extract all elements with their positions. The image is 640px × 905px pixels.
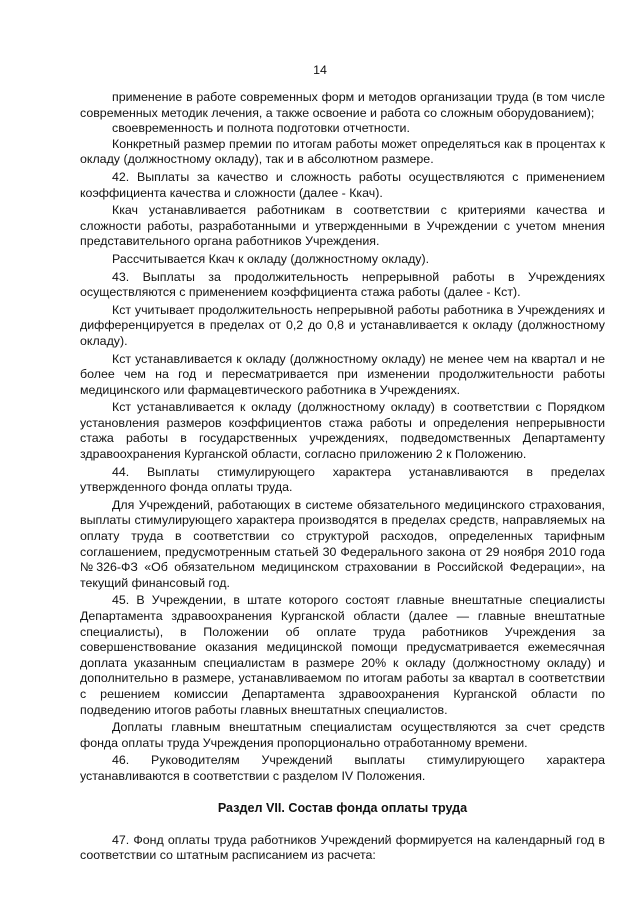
paragraph: 44. Выплаты стимулирующего характера устанавливаются в пределах утвержденного фонда оплаты труда. xyxy=(80,464,605,495)
paragraph: 45. В Учреждении, в штате которого состоят главные внештатные специалисты Департамента здравоохранения Курганской области (далее — главные внештатные специалисты), в Положении об оплате труда работников Учреждения за совершенствование оказания медицинской помощи предусматривается ежемесячная доплата указанным специалистам в размере 20% к окладу (должностному окладу) и дополнительно в размере, устанавливаемом по итогам работы за квартал в соответствии с решением комиссии Департамента здравоохранения Курганской области по подведению итогов работы главных внештатных специалистов. xyxy=(80,593,605,717)
paragraph: 46. Руководителям Учреждений выплаты стимулирующего характера устанавливаются в соответствии с разделом IV Положения. xyxy=(80,753,605,783)
paragraph: 42. Выплаты за качество и сложность работы осуществляются с применением коэффициента качества и сложности (далее - Ккач). xyxy=(80,169,605,200)
paragraph: применение в работе современных форм и методов организации труда (в том числе современных методик лечения, а также освоение и работа со сложным оборудованием); xyxy=(80,90,605,120)
paragraph: Кст устанавливается к окладу (должностному окладу) в соответствии с Порядком установления размеров коэффициентов стажа работы и определения непрерывности стажа работы в государственных учреждениях, подведомственных Департаменту здравоохранения Курганской области, согласно приложению 2 к Положению. xyxy=(80,400,605,462)
document-body xyxy=(80,90,605,864)
paragraph: 47. Фонд оплаты труда работников Учреждений формируется на календарный год в соответствии со штатным расписанием из расчета: xyxy=(80,832,605,863)
paragraph: своевременность и полнота подготовки отчетности. xyxy=(112,121,410,136)
paragraph: 43. Выплаты за продолжительность непрерывной работы в Учреждениях осуществляются с применением коэффициента стажа работы (далее - Кст). xyxy=(80,269,605,300)
paragraph: Кст учитывает продолжительность непрерывной работы работника в Учреждениях и дифференцируется в пределах от 0,2 до 0,8 и устанавливается к окладу (должностному окладу). xyxy=(80,302,605,348)
paragraph: Ккач устанавливается работникам в соответствии с критериями качества и сложности работы, разработанными и утвержденными в Учреждении с учетом мнения представительного органа работников Учреждения. xyxy=(80,203,605,249)
paragraph: Кст устанавливается к окладу (должностному окладу) не менее чем на квартал и не более чем на год и пересматривается при изменении продолжительности работы медицинского или фармацевтического работника в Учреждениях. xyxy=(80,351,605,397)
paragraph: Рассчитывается Ккач к окладу (должностному окладу). xyxy=(112,251,430,266)
paragraph: Доплаты главным внештатным специалистам осуществляются за счет средств фонда оплаты труда Учреждения пропорционально отработанному времени. xyxy=(80,720,605,750)
paragraph: Для Учреждений, работающих в системе обязательного медицинского страхования, выплаты стимулирующего характера производятся в пределах средств, направляемых на оплату труда в соответствии со структурой расходов, определенных тарифным соглашением, предусмотренным статьей 30 Федерального закона от 29 ноября 2010 года №326-ФЗ «Об обязательном медицинском страховании в Российской Федерации», на текущий финансовый год. xyxy=(80,497,605,590)
page-number: 14 xyxy=(313,63,327,77)
paragraph: Конкретный размер премии по итогам работы может определяться как в процентах к окладу (должностному окладу), так и в абсолютном размере. xyxy=(80,136,605,167)
section-heading: Раздел VII. Состав фонда оплаты труда xyxy=(217,800,468,815)
